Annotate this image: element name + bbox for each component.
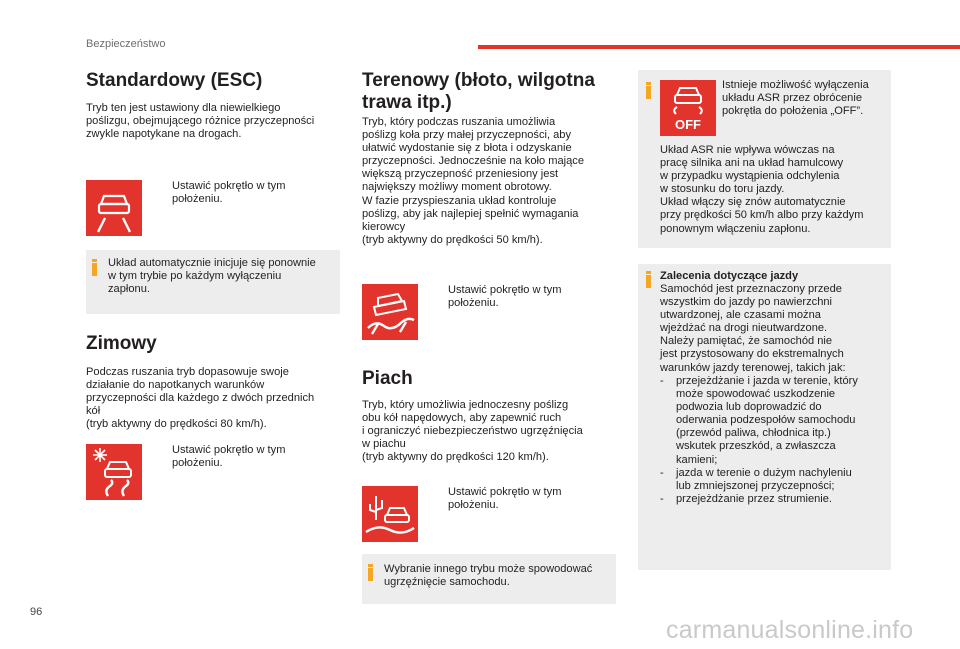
list-item: - przejeżdżanie i jazda w terenie, który może spowodować uszkodzenie podwozia lub doprowadzić do oderwania podzespołów samochodu (przewód paliwa, chłodnica itp.) wskutek przeszkód, a zwłaszcza kamieni; <box>660 375 858 466</box>
terrain-body: Tryb, który podczas ruszania umożliwia poślizg koła przy małej przyczepności, aby ułatwić wydostanie się z błota i odzyskanie przyczepności. Jednocześnie na koło mające większą przyczepność przeniesiony jest największy możliwy moment obrotowy. W fazie przyspieszania układ kontroluje poślizg, aby jak najlepiej spełnić wymagania kierowcy (tryb aktywny do prędkości 50 km/h). <box>362 116 584 246</box>
sand-title: Piach <box>362 368 413 389</box>
section-label: Bezpieczeństwo <box>86 38 166 50</box>
sand-instruction: Ustawić pokrętło w tym położeniu. <box>448 486 562 512</box>
list-item: - jazda w terenie o dużym nachyleniu lub zmniejszonej przyczepności; <box>660 466 852 492</box>
esc-mode-icon <box>86 180 142 236</box>
winter-title: Zimowy <box>86 333 157 354</box>
esc-instruction: Ustawić pokrętło w tym położeniu. <box>172 180 286 206</box>
info-icon <box>92 263 97 276</box>
recommendations-list <box>660 375 888 506</box>
esc-info-box: Układ automatycznie inicjuje się ponownie w tym trybie po każdym wyłączeniu zapłonu. <box>86 250 340 314</box>
info-icon <box>368 568 373 581</box>
header-accent-line <box>478 45 960 49</box>
terrain-instruction: Ustawić pokrętło w tym położeniu. <box>448 284 562 310</box>
winter-body: Podczas ruszania tryb dopasowuje swoje działanie do napotkanych warunków przyczepności dla każdego z dwóch przednich kół (tryb aktywny do prędkości 80 km/h). <box>86 366 315 431</box>
asr-info-details: Układ ASR nie wpływa wówczas na pracę silnika ani na układ hamulcowy w przypadku wystąpienia odchylenia w stosunku do toru jazdy. Układ włączy się znów automatycznie przy prędkości 50 km/h albo przy każdym ponownym włączeniu zapłonu. <box>660 144 864 235</box>
info-icon <box>646 275 651 288</box>
sand-info-box: Wybranie innego trybu może spowodować ugrzęźnięcie samochodu. <box>362 554 616 604</box>
off-label: OFF <box>675 117 701 132</box>
recommendations-box <box>638 264 891 570</box>
asr-info-text: Istnieje możliwość wyłączenia układu ASR przez obrócenie pokrętła do położenia „OFF”. <box>722 79 869 118</box>
info-icon <box>646 86 651 99</box>
asr-info-box <box>638 70 891 248</box>
page-number: 96 <box>30 606 43 618</box>
list-item: - przejeżdżanie przez strumienie. <box>660 492 833 505</box>
recommendations-title: Zalecenia dotyczące jazdy <box>660 270 799 282</box>
winter-mode-icon <box>86 444 142 500</box>
terrain-title: Terenowy (błoto, wilgotna trawa itp.) <box>362 70 595 113</box>
sand-body: Tryb, który umożliwia jednoczesny poślizg obu kół napędowych, aby zapewnić ruch i ograniczyć niebezpieczeństwo ugrzęźnięcia w piachu (tryb aktywny do prędkości 120 km/h). <box>362 399 583 464</box>
watermark: carmanualsonline.info <box>666 616 914 644</box>
recommendations-body: Samochód jest przeznaczony przede wszystkim do jazdy po nawierzchni utwardzonej, ale czasami można wjeżdżać na drogi nieutwardzone. Należy pamiętać, że samochód nie jest przystosowany do ekstremalnych warunków jazdy terenowej, takich jak: <box>660 283 846 374</box>
terrain-mode-icon <box>362 284 418 340</box>
winter-instruction: Ustawić pokrętło w tym położeniu. <box>172 444 286 470</box>
esc-body: Tryb ten jest ustawiony dla niewielkiego poślizgu, obejmującego różnice przyczepności zwykle napotykane na drogach. <box>86 102 315 141</box>
esc-title: Standardowy (ESC) <box>86 70 263 91</box>
sand-mode-icon <box>362 486 418 542</box>
asr-off-icon <box>660 80 716 136</box>
